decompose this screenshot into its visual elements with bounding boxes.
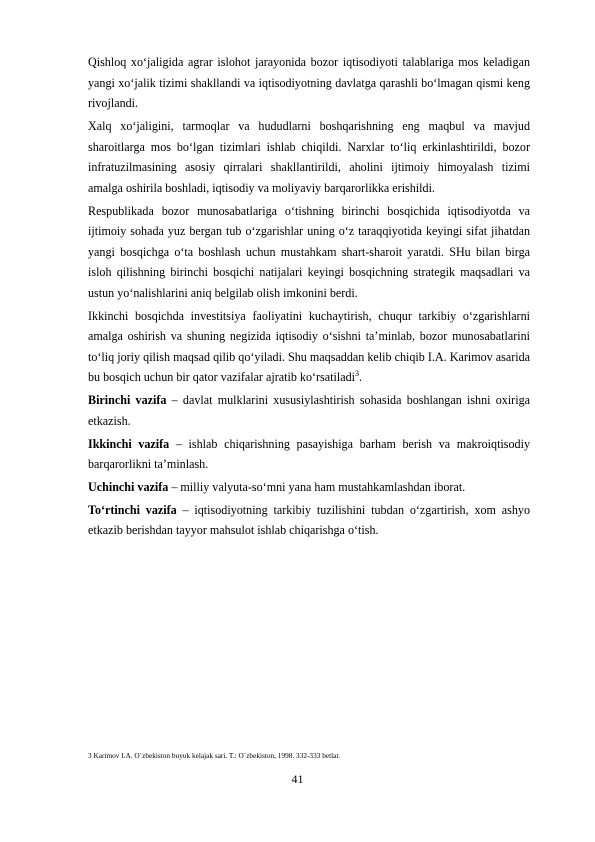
paragraph-text: Respublikada bozor munosabatlariga o‘tishning birinchi bosqichida iqtisodiyotda va ijtimoiy sohada yuz bergan tub o‘zgarishlar uning o‘z taraqqiyotida keyingi sifat jihatdan yangi bosqichga o‘ta boshlash uchun mustahkam shart-sharoit yaratdi. SHu bilan birga isloh qilishning birinchi bosqichi natijalari keyingi bosqichning strategik maqsadlari va ustun yo‘nalishlarini aniq belgilab olish imkonini berdi. [88, 203, 530, 300]
task-heading: Ikkinchi vazifa [88, 436, 170, 451]
paragraph [88, 52, 530, 114]
paragraph-tail: . [358, 370, 363, 385]
task-text: – iqtisodiyotning tarkibiy tuzilishini tubdan o‘zgartirish, xom ashyo etkazib berishdan tayyor mahsulot ishlab chiqarishga o‘tish. [88, 502, 530, 538]
paragraph-task-2 [88, 434, 530, 475]
paragraph [88, 116, 530, 198]
task-heading: Birinchi vazifa [88, 393, 167, 408]
task-text: – davlat mulklarini xususiylashtirish sohasida boshlangan ishni oxiriga etkazish. [88, 393, 530, 428]
footnote: 3 Karimov I.A. O`zbekiston buyuk kelajak sari. T.: O`zbekiston, 1998. 332-333 betlar. [88, 751, 341, 760]
task-heading: To‘rtinchi vazifa [88, 502, 177, 517]
paragraph [88, 201, 530, 304]
footnote-reference: 3 [354, 369, 359, 379]
task-text: – milliy valyuta-so‘mni yana ham mustahkamlashdan iborat. [168, 480, 466, 494]
paragraph-text: Ikkinchi bosqichda investitsiya faoliyatini kuchaytirish, chuqur tarkibiy o‘zgarishlarni amalga oshirish va shuning negizida iqtisodiy o‘sishni ta’minlab, bozor munosabatlarini to‘liq joriy qilish maqsad qilib qo‘yiladi. Shu maqsaddan kelib chiqib I.A. Karimov asarida bu bosqich uchun bir qator vazifalar ajratib ko‘rsatiladi [88, 308, 530, 385]
paragraph-task-1 [88, 390, 530, 431]
page-number: 41 [291, 772, 304, 786]
paragraph-task-4 [88, 500, 530, 541]
paragraph-text: Qishloq xo‘jaligida agrar islohot jarayonida bozor iqtisodiyoti talablariga mos keladigan yangi xo‘jalik tizimi shakllandi va iqtisodiyotning davlatga qarashli bo‘lmagan qismi keng rivojlandi. [88, 55, 530, 111]
task-text: – ishlab chiqarishning pasayishiga barham berish va makroiqtisodiy barqarorlikni ta’minlash. [88, 436, 530, 472]
task-heading: Uchinchi vazifa [88, 480, 169, 494]
paragraph [88, 306, 530, 388]
paragraph-text: Xalq xo‘jaligini, tarmoqlar va hududlarni boshqarishning eng maqbul va mavjud sharoitlarga mos bo‘lgan tizimlari ishlab chiqildi. Narxlar to‘liq erkinlashtirildi, bozor infratuzilmasining asosiy qirralari shakllantirildi, aholini ijtimoiy himoyalash tizimi amalga oshirila boshladi, iqtisodiy va moliyaviy barqarorlikka erishildi. [88, 118, 530, 195]
document-body [88, 52, 530, 543]
paragraph-task-3 [88, 477, 530, 498]
